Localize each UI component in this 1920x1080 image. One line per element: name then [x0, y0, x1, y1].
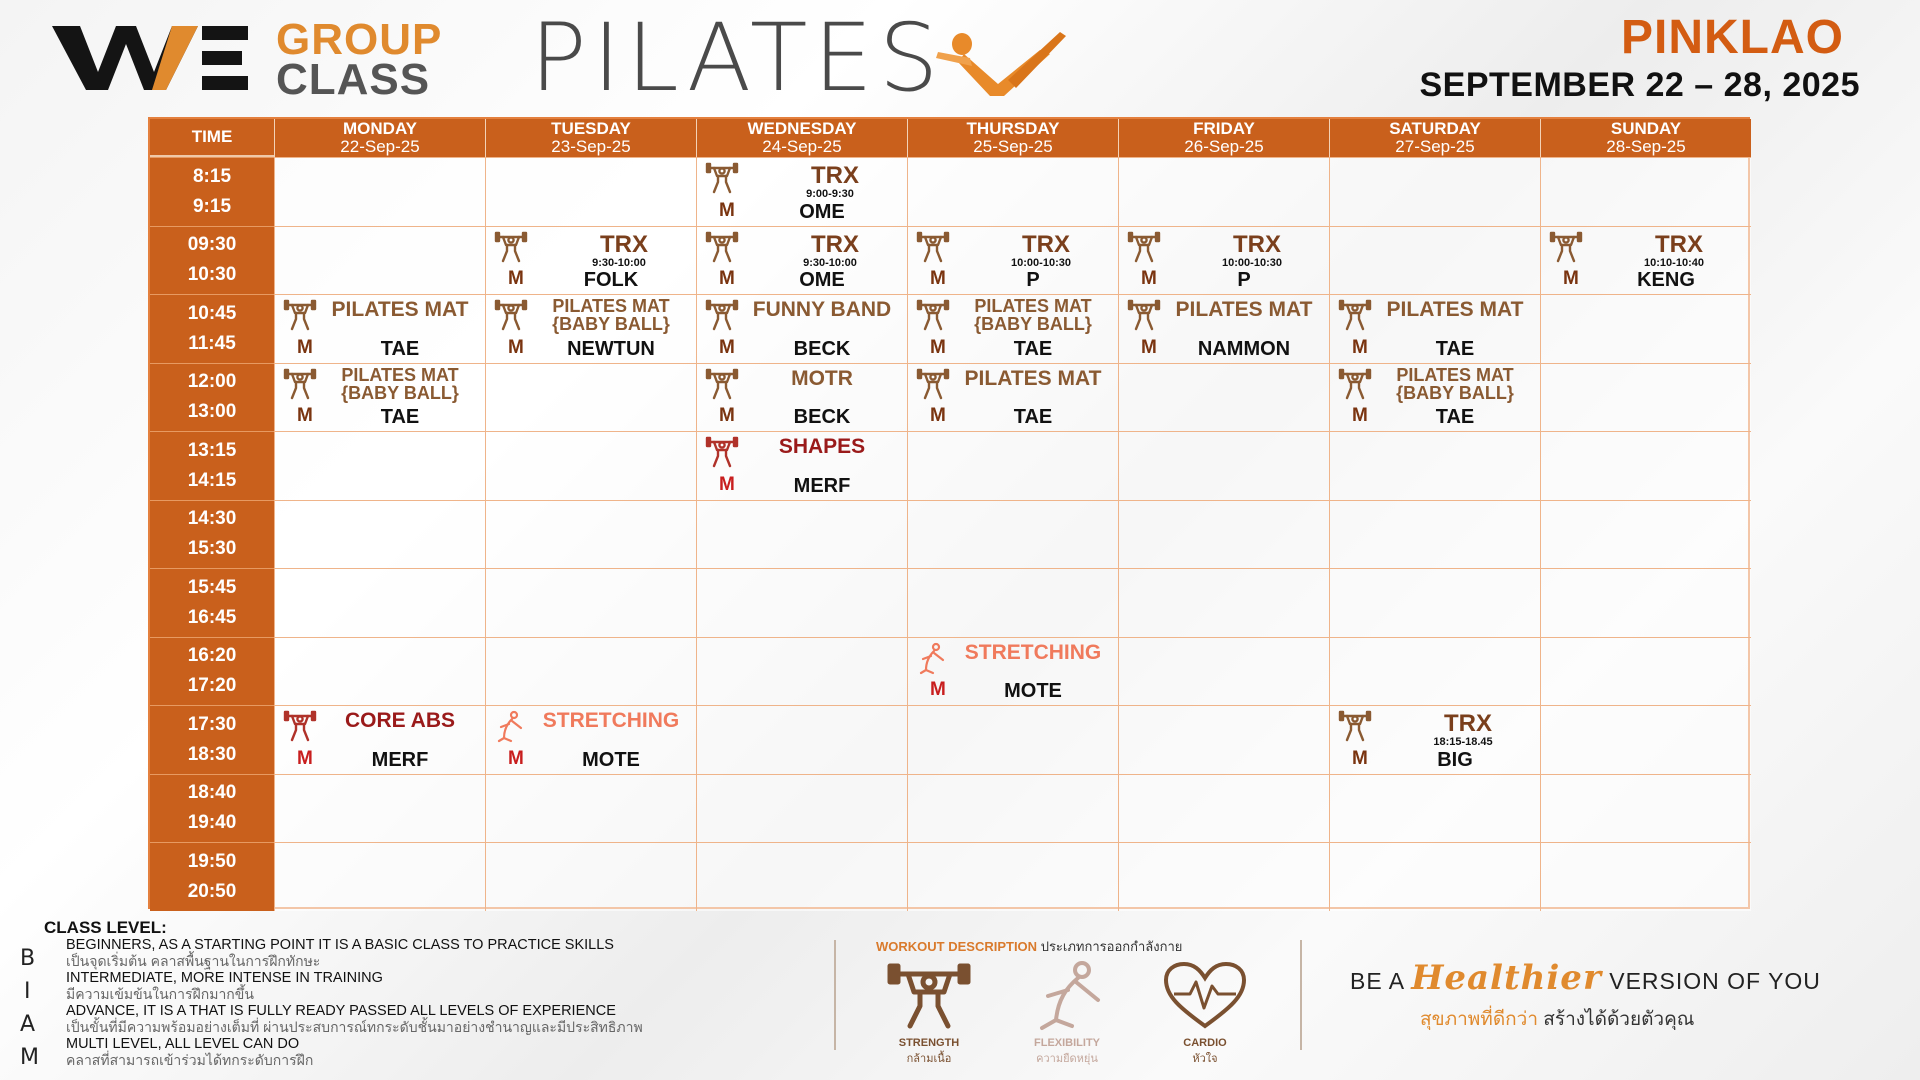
strength-icon — [705, 231, 739, 265]
class-coach: NAMMON — [1197, 337, 1291, 360]
schedule-cell — [907, 637, 1118, 706]
schedule-cell — [907, 294, 1118, 363]
workout-cardio-en: CARDIO — [1183, 1037, 1227, 1049]
strength-icon — [1338, 710, 1372, 744]
footer — [0, 908, 1920, 1080]
class-level: M — [719, 268, 735, 289]
class-level: M — [1141, 336, 1157, 358]
class-entry[interactable] — [908, 227, 1118, 295]
class-coach: MERF — [371, 748, 429, 771]
branch-name: PINKLAO — [1621, 11, 1844, 64]
strength-icon — [884, 960, 974, 1032]
level-item — [66, 1037, 826, 1070]
level-descriptions — [66, 938, 826, 1070]
level-item — [66, 938, 826, 971]
schedule-cell — [1118, 774, 1329, 843]
class-level: M — [930, 336, 946, 358]
workout-strength-en: STRENGTH — [898, 1037, 960, 1049]
time-slot — [150, 500, 274, 569]
day-header — [1118, 119, 1329, 157]
class-entry[interactable] — [908, 638, 1118, 706]
header — [0, 0, 1920, 115]
class-level: M — [508, 268, 524, 289]
day-header — [907, 119, 1118, 157]
class-name: PILATES MAT {BABY BALL} — [552, 296, 670, 334]
class-name: TRX — [811, 230, 859, 258]
class-coach: MERF — [793, 474, 851, 497]
schedule-cell — [274, 774, 485, 843]
time-end: 20:50 — [187, 880, 237, 902]
workout-flexibility-th: ความยืดหยุ่น — [1036, 1053, 1098, 1065]
strength-icon — [705, 299, 739, 333]
time-slot — [150, 226, 274, 295]
slogan-th-b: สร้างได้ด้วยตัวคุณ — [1543, 1009, 1695, 1030]
schedule-cell — [696, 842, 907, 911]
class-level: M — [930, 679, 946, 700]
time-slot — [150, 705, 274, 774]
class-name: STRETCHING — [964, 640, 1102, 664]
day-date: 24-Sep-25 — [762, 137, 842, 156]
schedule-cell — [696, 294, 907, 363]
time-end: 14:15 — [187, 469, 237, 491]
time-start: 8:15 — [192, 165, 232, 187]
schedule-cell — [1540, 363, 1751, 432]
class-time: 9:30-10:00 — [592, 256, 646, 269]
schedule-cell — [485, 500, 696, 569]
class-coach: BIG — [1437, 748, 1473, 771]
strength-icon — [916, 231, 950, 265]
day-date: 28-Sep-25 — [1606, 137, 1686, 156]
schedule-cell — [1540, 774, 1751, 843]
class-coach: OME — [799, 200, 845, 223]
class-name: PILATES MAT — [1386, 298, 1524, 321]
schedule-cell — [1118, 568, 1329, 637]
class-level: M — [719, 199, 735, 221]
class-entry[interactable] — [1119, 227, 1329, 295]
class-name: MOTR — [791, 366, 853, 390]
slogan-post: VERSION OF YOU — [1609, 968, 1821, 994]
time-slot — [150, 842, 274, 911]
footer-divider — [834, 940, 836, 1050]
class-entry[interactable] — [1119, 295, 1329, 363]
flexibility-icon — [1022, 960, 1112, 1032]
class-name: PILATES MAT — [1175, 298, 1313, 321]
time-slot — [150, 568, 274, 637]
class-entry[interactable] — [908, 295, 1118, 363]
class-level: M — [930, 268, 946, 289]
day-header — [274, 119, 485, 157]
time-start: 17:30 — [187, 713, 237, 735]
time-slot — [150, 363, 274, 432]
workout-strength — [874, 960, 984, 1067]
strength-icon — [283, 710, 317, 744]
class-level: M — [719, 336, 735, 358]
time-start: 12:00 — [187, 371, 237, 393]
schedule-cell — [274, 363, 485, 432]
schedule-cell — [1540, 294, 1751, 363]
day-header — [1540, 119, 1751, 157]
schedule-cell — [485, 774, 696, 843]
day-header — [1329, 119, 1540, 157]
cardio-icon — [1160, 960, 1250, 1032]
class-coach: NEWTUN — [567, 337, 655, 360]
time-end: 18:30 — [187, 743, 237, 765]
level-letter: I — [24, 979, 31, 1004]
class-level: M — [508, 336, 524, 358]
class-level: M — [1352, 405, 1368, 426]
class-time: 10:00-10:30 — [1011, 256, 1071, 269]
class-level: M — [1563, 268, 1579, 289]
level-item — [66, 1004, 826, 1037]
schedule-cell — [1118, 431, 1329, 500]
time-start: 16:20 — [187, 645, 237, 667]
class-entry[interactable] — [275, 295, 485, 363]
strength-icon — [1338, 368, 1372, 402]
group-class-title — [276, 15, 443, 104]
level-desc-th: คลาสที่สามารถเข้าร่วมได้ทกระดับการฝึก — [66, 1051, 314, 1068]
workout-title-en: WORKOUT DESCRIPTION — [876, 939, 1038, 954]
strength-icon — [1127, 231, 1161, 265]
schedule-cell — [485, 568, 696, 637]
class-entry[interactable] — [908, 364, 1118, 432]
level-item — [66, 971, 826, 1004]
class-name: PILATES MAT {BABY BALL} — [341, 364, 459, 403]
day-header — [485, 119, 696, 157]
class-entry[interactable] — [275, 706, 485, 774]
schedule-cell — [274, 568, 485, 637]
schedule-cell — [907, 226, 1118, 295]
schedule-cell — [1540, 842, 1751, 911]
schedule-cell — [1118, 637, 1329, 706]
schedule-cell — [485, 431, 696, 500]
class-level: M — [1352, 747, 1368, 769]
time-end: 10:30 — [187, 264, 237, 286]
schedule-cell — [1329, 568, 1540, 637]
class-entry[interactable] — [1330, 364, 1540, 432]
class-entry[interactable] — [697, 432, 907, 500]
day-name: SUNDAY — [1610, 119, 1682, 139]
schedule-cell — [274, 226, 485, 295]
workout-flexibility-en: FLEXIBILITY — [1034, 1037, 1100, 1049]
class-coach: BECK — [793, 337, 851, 360]
schedule-cell — [1118, 226, 1329, 295]
class-name: PILATES MAT — [331, 298, 469, 321]
class-name: PILATES MAT {BABY BALL} — [974, 296, 1092, 334]
class-level: M — [719, 405, 735, 426]
schedule-cell — [1329, 842, 1540, 911]
schedule-cell — [1540, 705, 1751, 774]
strength-icon — [283, 299, 317, 333]
class-name: TRX — [1655, 230, 1703, 258]
flexibility-icon — [494, 710, 528, 744]
class-time: 10:00-10:30 — [1222, 256, 1282, 269]
class-name: STRETCHING — [542, 709, 680, 732]
schedule-cell — [696, 705, 907, 774]
slogan-pre: BE A — [1350, 968, 1404, 994]
day-name: TUESDAY — [551, 119, 631, 139]
schedule-cell — [907, 500, 1118, 569]
schedule-cell — [907, 157, 1118, 226]
schedule-cell — [696, 226, 907, 295]
schedule-cell — [1540, 226, 1751, 295]
class-name: CORE ABS — [344, 709, 456, 732]
time-end: 13:00 — [187, 401, 237, 423]
class-level: M — [508, 747, 524, 769]
schedule-cell — [485, 294, 696, 363]
strength-icon — [283, 368, 317, 402]
schedule-cell — [274, 637, 485, 706]
schedule-cell — [696, 363, 907, 432]
schedule-cell — [274, 157, 485, 226]
level-desc-en: MULTI LEVEL, ALL LEVEL CAN DO — [66, 1036, 300, 1052]
class-coach: TAE — [1435, 337, 1475, 360]
class-coach: TAE — [380, 406, 420, 428]
class-name: TRX — [1444, 710, 1492, 737]
time-start: 13:15 — [187, 439, 237, 461]
day-date: 26-Sep-25 — [1184, 137, 1264, 156]
class-name: TRX — [1233, 230, 1281, 258]
strength-icon — [705, 162, 739, 196]
schedule-cell — [696, 568, 907, 637]
pilates-pose-icon — [920, 22, 1070, 100]
class-entry[interactable] — [1330, 706, 1540, 774]
class-coach: TAE — [1013, 337, 1053, 360]
time-slot — [150, 431, 274, 500]
class-time: 10:10-10:40 — [1644, 256, 1704, 269]
slogan — [1350, 958, 1821, 998]
schedule-cell — [1329, 431, 1540, 500]
time-start: 19:50 — [187, 850, 237, 872]
workout-cardio-th: หัวใจ — [1192, 1053, 1218, 1065]
day-name: FRIDAY — [1193, 119, 1255, 139]
class-entry[interactable] — [697, 227, 907, 295]
day-name: SATURDAY — [1389, 119, 1481, 139]
schedule-cell — [1118, 842, 1329, 911]
day-name: WEDNESDAY — [747, 119, 857, 139]
class-name: FUNNY BAND — [752, 298, 892, 321]
schedule-cell — [696, 774, 907, 843]
schedule-cell — [274, 294, 485, 363]
schedule-cell — [1118, 705, 1329, 774]
class-word: CLASS — [276, 55, 431, 104]
class-entry[interactable] — [486, 227, 696, 295]
level-letter: A — [20, 1012, 36, 1037]
day-date: 23-Sep-25 — [551, 137, 631, 156]
flexibility-icon — [916, 642, 950, 676]
class-coach: P — [1237, 269, 1251, 291]
schedule-cell — [907, 363, 1118, 432]
class-level: M — [297, 747, 313, 769]
workout-flexibility — [1012, 960, 1122, 1067]
level-desc-en: BEGINNERS, AS A STARTING POINT IT IS A BASIC CLASS TO PRACTICE SKILLS — [66, 937, 614, 953]
level-desc-th: เป็นจุดเริ่มต้น คลาสพื้นฐานในการฝึกทักษะ — [66, 952, 321, 969]
schedule-cell — [1540, 500, 1751, 569]
schedule-cell — [1329, 363, 1540, 432]
class-entry[interactable] — [1330, 295, 1540, 363]
class-coach: FOLK — [583, 269, 639, 291]
class-level: M — [930, 405, 946, 426]
time-start: 09:30 — [187, 234, 237, 256]
level-letter: B — [20, 946, 36, 971]
schedule-cell — [1329, 294, 1540, 363]
schedule-cell — [696, 431, 907, 500]
class-entry[interactable] — [486, 295, 696, 363]
day-name: MONDAY — [343, 119, 417, 139]
level-letter: M — [20, 1045, 39, 1070]
day-date: 22-Sep-25 — [340, 137, 420, 156]
strength-icon — [916, 299, 950, 333]
strength-icon — [916, 368, 950, 402]
class-level: M — [1141, 268, 1157, 289]
class-entry[interactable] — [697, 364, 907, 432]
workout-title — [876, 936, 1182, 957]
schedule-cell — [1540, 431, 1751, 500]
class-name: SHAPES — [778, 435, 866, 458]
class-coach: MOTE — [582, 748, 640, 771]
schedule-cell — [1329, 705, 1540, 774]
strength-icon — [1127, 299, 1161, 333]
pilates-title: PILATES — [530, 4, 945, 113]
schedule-cell — [274, 431, 485, 500]
level-desc-th: มีความเข้มข้นในการฝึกมากขึ้น — [66, 985, 254, 1002]
time-end: 19:40 — [187, 812, 237, 834]
class-coach: P — [1026, 269, 1040, 291]
slogan-th-a: สุขภาพที่ดีกว่า — [1420, 1009, 1539, 1030]
schedule-cell — [1118, 157, 1329, 226]
class-coach: TAE — [1013, 406, 1053, 428]
schedule-cell — [1118, 294, 1329, 363]
schedule-cell — [1329, 774, 1540, 843]
schedule-cell — [485, 363, 696, 432]
footer-divider — [1300, 940, 1302, 1050]
schedule-cell — [907, 842, 1118, 911]
date-range: SEPTEMBER 22 – 28, 2025 — [1419, 66, 1860, 104]
time-end: 17:20 — [187, 675, 237, 697]
time-end: 9:15 — [192, 195, 232, 217]
schedule-cell — [1540, 568, 1751, 637]
strength-icon — [494, 231, 528, 265]
class-entry[interactable] — [275, 364, 485, 432]
class-coach: MOTE — [1004, 680, 1062, 702]
schedule-cell — [1329, 637, 1540, 706]
class-level: M — [1352, 336, 1368, 358]
schedule-cell — [1118, 363, 1329, 432]
class-level-title: CLASS LEVEL: — [44, 918, 167, 937]
slogan-thai — [1420, 1004, 1694, 1034]
class-coach: BECK — [793, 406, 851, 428]
time-start: 14:30 — [187, 508, 237, 530]
time-start: 18:40 — [187, 782, 237, 804]
schedule-cell — [1329, 226, 1540, 295]
time-slot — [150, 157, 274, 226]
schedule-cell — [907, 774, 1118, 843]
schedule-cell — [485, 637, 696, 706]
schedule-cell — [696, 500, 907, 569]
workout-title-th: ประเภทการออกกำลังกาย — [1040, 939, 1183, 954]
time-header: TIME — [150, 119, 274, 157]
time-start: 15:45 — [187, 576, 237, 598]
class-name: PILATES MAT — [964, 366, 1102, 390]
schedule-cell — [485, 842, 696, 911]
schedule-grid — [148, 117, 1750, 909]
class-entry[interactable] — [1541, 227, 1751, 295]
schedule-cell — [1329, 157, 1540, 226]
day-date: 25-Sep-25 — [973, 137, 1053, 156]
schedule-cell — [1540, 157, 1751, 226]
day-date: 27-Sep-25 — [1395, 137, 1475, 156]
class-time: 18:15-18.45 — [1433, 736, 1493, 748]
slogan-highlight: Healthier — [1411, 958, 1602, 998]
class-name: TRX — [600, 230, 648, 258]
level-desc-en: INTERMEDIATE, MORE INTENSE IN TRAINING — [66, 970, 383, 986]
time-end: 15:30 — [187, 538, 237, 560]
time-slot — [150, 637, 274, 706]
strength-icon — [1338, 299, 1372, 333]
schedule-cell — [907, 705, 1118, 774]
schedule-cell — [907, 568, 1118, 637]
class-level: M — [719, 473, 735, 495]
class-level: M — [297, 336, 313, 358]
schedule-cell — [696, 157, 907, 226]
class-level: M — [297, 405, 313, 426]
schedule-cell — [274, 842, 485, 911]
schedule-cell — [1540, 637, 1751, 706]
we-logo-icon — [52, 22, 252, 94]
day-header — [696, 119, 907, 157]
schedule-cell — [907, 431, 1118, 500]
schedule-cell — [1118, 500, 1329, 569]
class-coach: OME — [799, 269, 845, 291]
class-coach: KENG — [1637, 269, 1695, 291]
schedule-cell — [485, 705, 696, 774]
class-entry[interactable] — [486, 706, 696, 774]
class-entry[interactable] — [697, 158, 907, 226]
strength-icon — [705, 436, 739, 470]
schedule-cell — [274, 500, 485, 569]
strength-icon — [494, 299, 528, 333]
class-name: TRX — [811, 162, 859, 189]
class-name: PILATES MAT {BABY BALL} — [1396, 364, 1514, 403]
schedule-cell — [274, 705, 485, 774]
strength-icon — [1549, 231, 1583, 265]
schedule-cell — [1329, 500, 1540, 569]
time-slot — [150, 294, 274, 363]
time-slot — [150, 774, 274, 843]
level-desc-th: เป็นขั้นที่มีความพร้อมอย่างเต็มที่ ผ่านประสบการณ์ทกระดับชั้นมาอย่างชำนาญและมีประสิทธิภาพ — [66, 1018, 643, 1035]
schedule-cell — [485, 226, 696, 295]
schedule-cell — [485, 157, 696, 226]
workout-strength-th: กล้ามเนื้อ — [906, 1053, 952, 1065]
schedule-cell — [696, 637, 907, 706]
time-start: 10:45 — [187, 302, 237, 324]
class-coach: TAE — [380, 337, 420, 360]
class-time: 9:30-10:00 — [803, 256, 857, 269]
strength-icon — [705, 368, 739, 402]
time-end: 16:45 — [187, 606, 237, 628]
time-end: 11:45 — [188, 332, 236, 354]
class-name: TRX — [1022, 230, 1070, 258]
level-letters — [20, 942, 39, 1074]
class-coach: TAE — [1435, 406, 1475, 428]
class-time: 9:00-9:30 — [806, 188, 854, 200]
class-entry[interactable] — [697, 295, 907, 363]
day-name: THURSDAY — [966, 119, 1060, 139]
group-word: GROUP — [276, 15, 443, 64]
level-desc-en: ADVANCE, IT IS A THAT IS FULLY READY PASSED ALL LEVELS OF EXPERIENCE — [66, 1003, 616, 1019]
workout-cardio — [1150, 960, 1260, 1067]
